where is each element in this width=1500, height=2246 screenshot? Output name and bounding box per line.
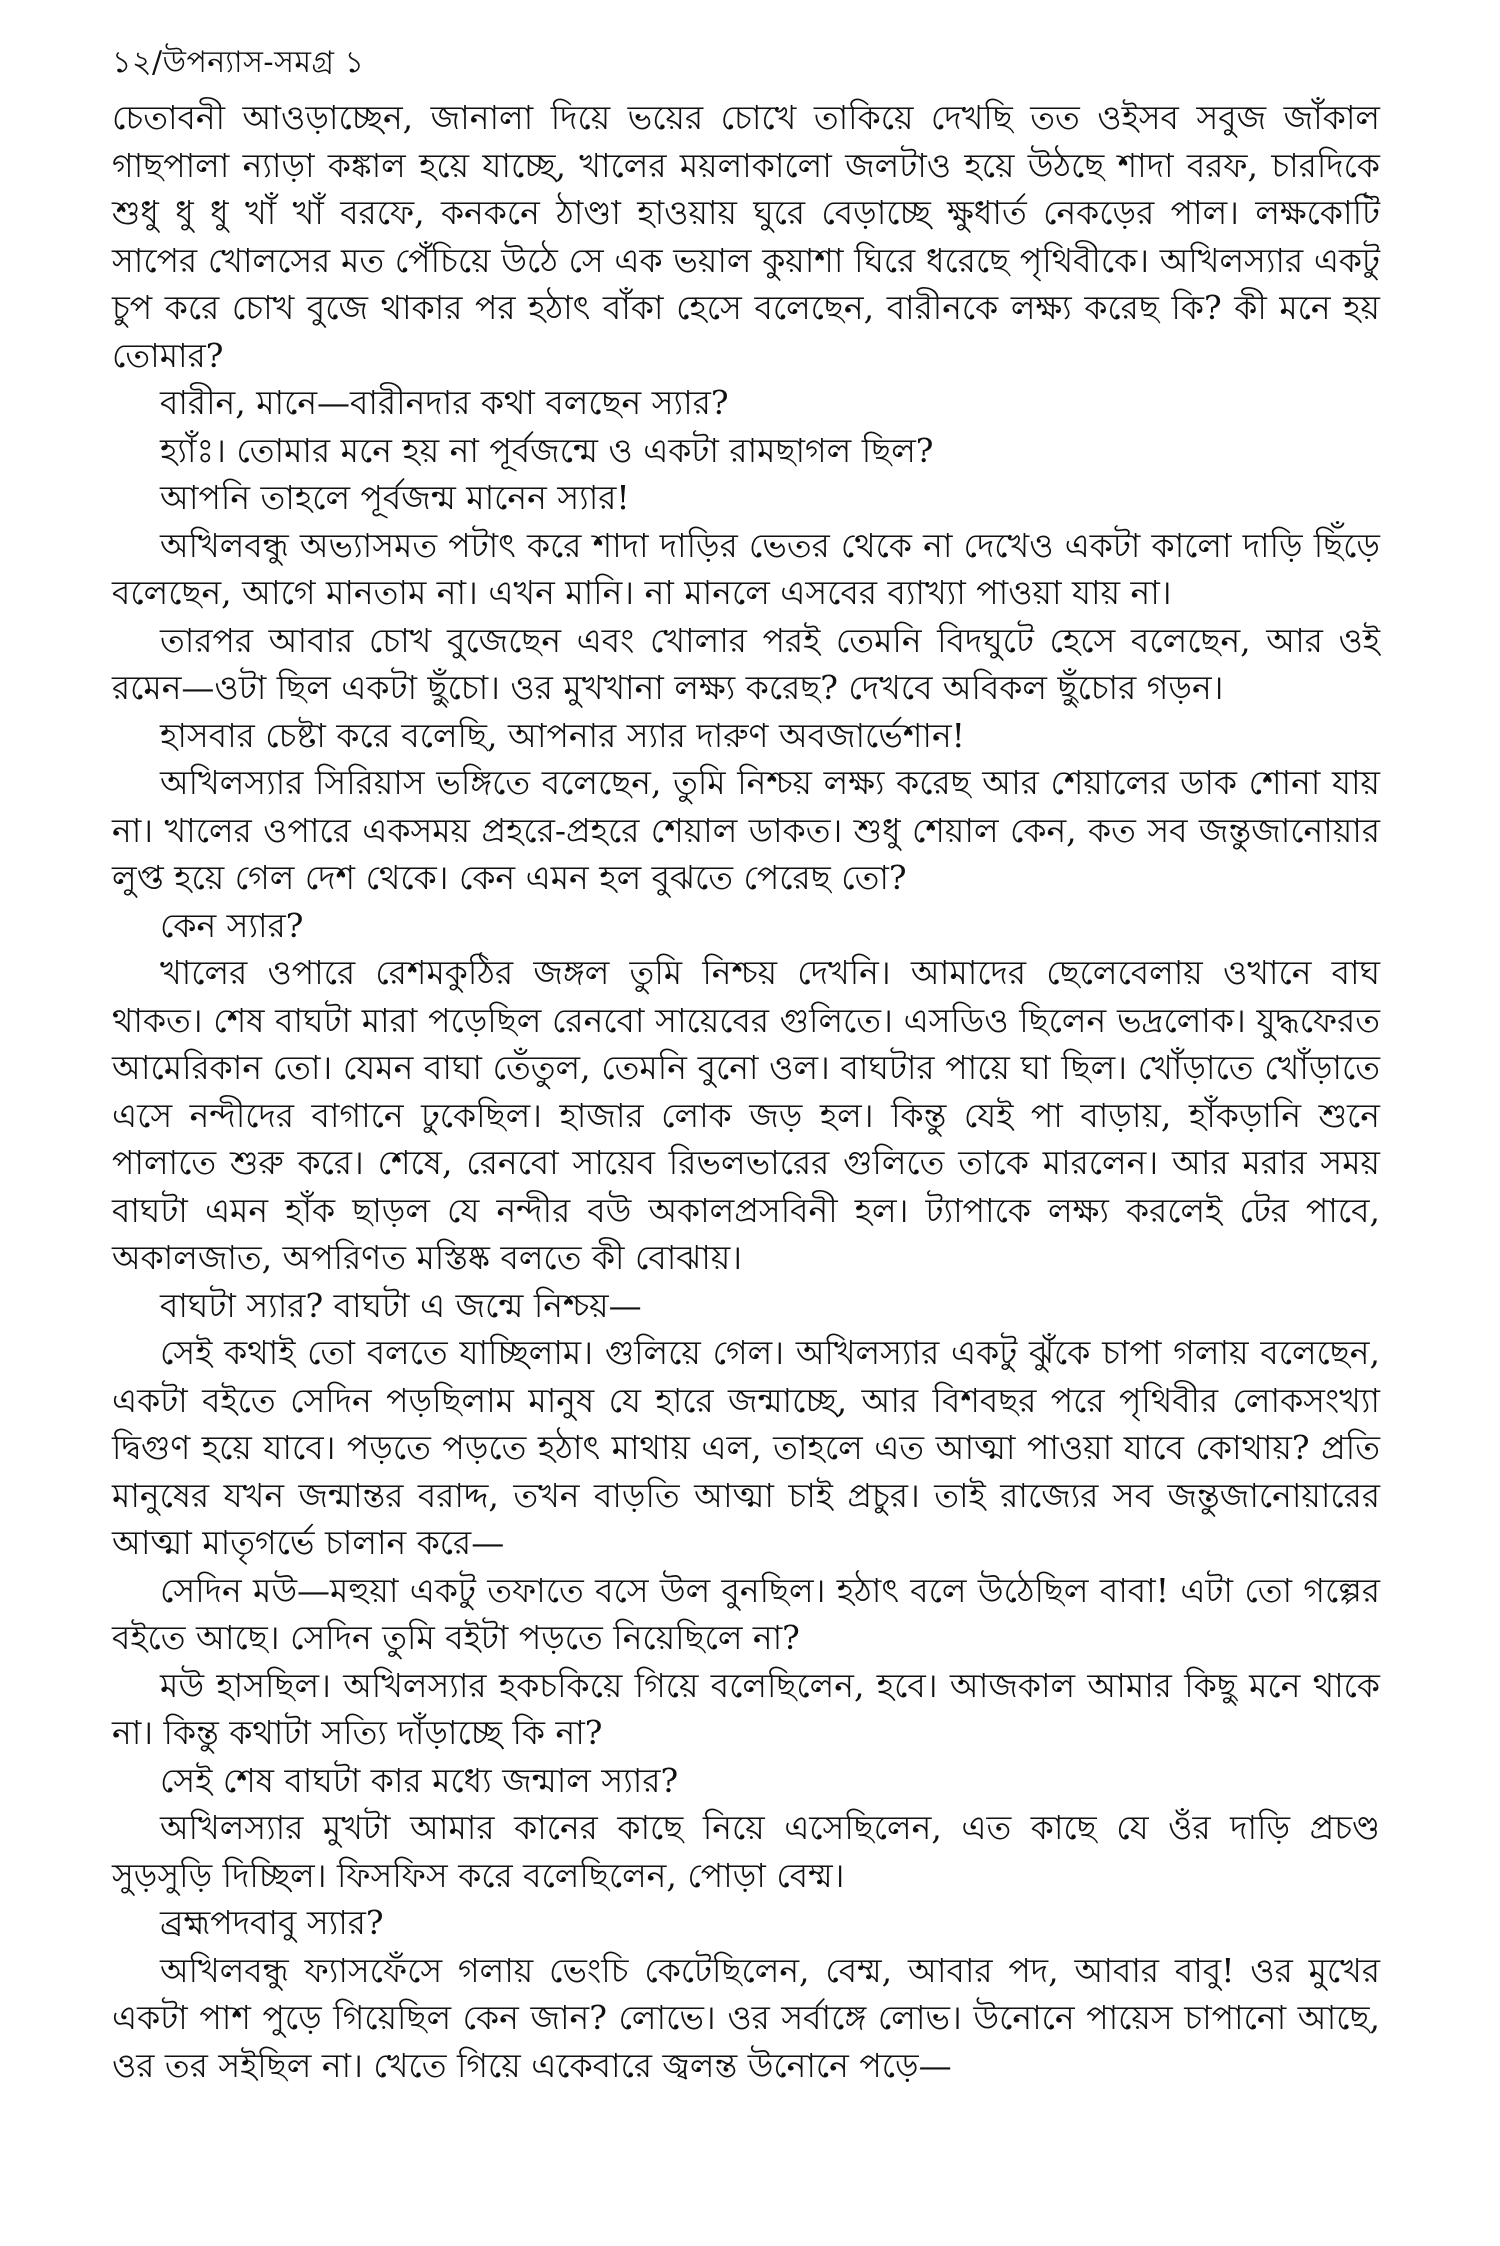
- paragraph: সেই কথাই তো বলতে যাচ্ছিলাম। গুলিয়ে গেল। অখিলস্যার একটু ঝুঁকে চাপা গলায় বলেছেন, একটা বইতে সেদিন পড়ছিলাম মানুষ যে হারে জন্মাচ্ছে, আর বিশবছর পরে পৃথিবীর লোকসংখ্যা দ্বিগুণ হয়ে যাবে। পড়তে পড়তে হঠাৎ মাথায় এল, তাহলে এত আত্মা পাওয়া যাবে কোথায়? প্রতি মানুষের যখন জন্মান্তর বরাদ্দ, তখন বাড়তি আত্মা চাই প্রচুর। তাই রাজ্যের সব জন্তুজানোয়ারের আত্মা মাতৃগর্ভে চালান করে—: [112, 1333, 1380, 1562]
- paragraph: কেন স্যার?: [160, 905, 304, 945]
- book-page: [112, 40, 1380, 2200]
- running-head: ১২/উপন্যাস-সমগ্র ১: [112, 45, 365, 80]
- paragraph: তারপর আবার চোখ বুজেছেন এবং খোলার পরই তেমনি বিদঘুটে হেসে বলেছেন, আর ওই রমেন—ওটা ছিল একটা ছুঁচো। ওর মুখখানা লক্ষ্য করেছ? দেখবে অবিকল ছুঁচোর গড়ন।: [112, 620, 1380, 707]
- paragraph: সেদিন মউ—মহুয়া একটু তফাতে বসে উল বুনছিল। হঠাৎ বলে উঠেছিল বাবা! এটা তো গল্পের বইতে আছে। সেদিন তুমি বইটা পড়তে নিয়েছিলে না?: [112, 1570, 1380, 1657]
- paragraph: সেই শেষ বাঘটা কার মধ্যে জন্মাল স্যার?: [160, 1760, 679, 1800]
- paragraph: অখিলবন্ধু অভ্যাসমত পটাৎ করে শাদা দাড়ির ভেতর থেকে না দেখেও একটা কালো দাড়ি ছিঁড়ে বলেছেন, আগে মানতাম না। এখন মানি। না মানলে এসবের ব্যাখ্যা পাওয়া যায় না।: [112, 525, 1380, 612]
- body-text: [112, 94, 1380, 2089]
- paragraph: বারীন, মানে—বারীনদার কথা বলছেন স্যার?: [160, 383, 729, 422]
- paragraph: হাসবার চেষ্টা করে বলেছি, আপনার স্যার দারুণ অবজার্ভেশান!: [160, 715, 965, 755]
- paragraph: হ্যাঁঃ। তোমার মনে হয় না পূর্বজন্মে ও একটা রামছাগল ছিল?: [160, 430, 934, 470]
- paragraph: আপনি তাহলে পূর্বজন্ম মানেন স্যার!: [160, 478, 630, 517]
- paragraph: চেতাবনী আওড়াচ্ছেন, জানালা দিয়ে ভয়ের চোখে তাকিয়ে দেখছি তত ওইসব সবুজ জাঁকাল গাছপালা ন্যাড়া কঙ্কাল হয়ে যাচ্ছে, খালের ময়লাকালো জলটাও হয়ে উঠছে শাদা বরফ, চারদিকে শুধু ধু ধু খাঁ খাঁ বরফে, কনকনে ঠাণ্ডা হাওয়ায় ঘুরে বেড়াচ্ছে ক্ষুধার্ত নেকড়ের পাল। লক্ষকোটি সাপের খোলসের মত পেঁচিয়ে উঠে সে এক ভয়াল কুয়াশা ঘিরে ধরেছে পৃথিবীকে। অখিলস্যার একটু চুপ করে চোখ বুজে থাকার পর হঠাৎ বাঁকা হেসে বলেছেন, বারীনকে লক্ষ্য করেছ কি? কী মনে হয় তোমার?: [112, 98, 1380, 375]
- paragraph: অখিলস্যার মুখটা আমার কানের কাছে নিয়ে এসেছিলেন, এত কাছে যে ওঁর দাড়ি প্রচণ্ড সুড়সুড়ি দিচ্ছিল। ফিসফিস করে বলেছিলেন, পোড়া বেম্ম।: [112, 1808, 1380, 1895]
- paragraph: অখিলস্যার সিরিয়াস ভঙ্গিতে বলেছেন, তুমি নিশ্চয় লক্ষ্য করেছ আর শেয়ালের ডাক শোনা যায় না। খালের ওপারে একসময় প্রহরে-প্রহরে শেয়াল ডাকত। শুধু শেয়াল কেন, কত সব জন্তুজানোয়ার লুপ্ত হয়ে গেল দেশ থেকে। কেন এমন হল বুঝতে পেরেছ তো?: [112, 763, 1380, 897]
- paragraph: বাঘটা স্যার? বাঘটা এ জন্মে নিশ্চয়—: [160, 1285, 642, 1325]
- paragraph: অখিলবন্ধু ফ্যাসফেঁসে গলায় ভেংচি কেটেছিলেন, বেম্ম, আবার পদ, আবার বাবু! ওর মুখের একটা পাশ পুড়ে গিয়েছিল কেন জান? লোভে। ওর সর্বাঙ্গে লোভ। উনোনে পায়েস চাপানো আছে, ওর তর সইছিল না। খেতে গিয়ে একেবারে জ্বলন্ত উনোনে পড়ে—: [112, 1950, 1380, 2085]
- paragraph: খালের ওপারে রেশমকুঠির জঙ্গল তুমি নিশ্চয় দেখনি। আমাদের ছেলেবেলায় ওখানে বাঘ থাকত। শেষ বাঘটা মারা পড়েছিল রেনবো সায়েবের গুলিতে। এসডিও ছিলেন ভদ্রলোক। যুদ্ধফেরত আমেরিকান তো। যেমন বাঘা তেঁতুল, তেমনি বুনো ওল। বাঘটার পায়ে ঘা ছিল। খোঁড়াতে খোঁড়াতে এসে নন্দীদের বাগানে ঢুকেছিল। হাজার লোক জড় হল। কিন্তু যেই পা বাড়ায়, হাঁকড়ানি শুনে পালাতে শুরু করে। শেষে, রেনবো সায়েব রিভলভারের গুলিতে তাকে মারলেন। আর মরার সময় বাঘটা এমন হাঁক ছাড়ল যে নন্দীর বউ অকালপ্রসবিনী হল। ট্যাপাকে লক্ষ্য করলেই টের পাবে, অকালজাত, অপরিণত মস্তিষ্ক বলতে কী বোঝায়।: [112, 953, 1380, 1277]
- paragraph: ব্রহ্মপদবাবু স্যার?: [160, 1903, 384, 1942]
- paragraph: মউ হাসছিল। অখিলস্যার হকচকিয়ে গিয়ে বলেছিলেন, হবে। আজকাল আমার কিছু মনে থাকে না। কিন্তু কথাটা সত্যি দাঁড়াচ্ছে কি না?: [112, 1665, 1380, 1752]
